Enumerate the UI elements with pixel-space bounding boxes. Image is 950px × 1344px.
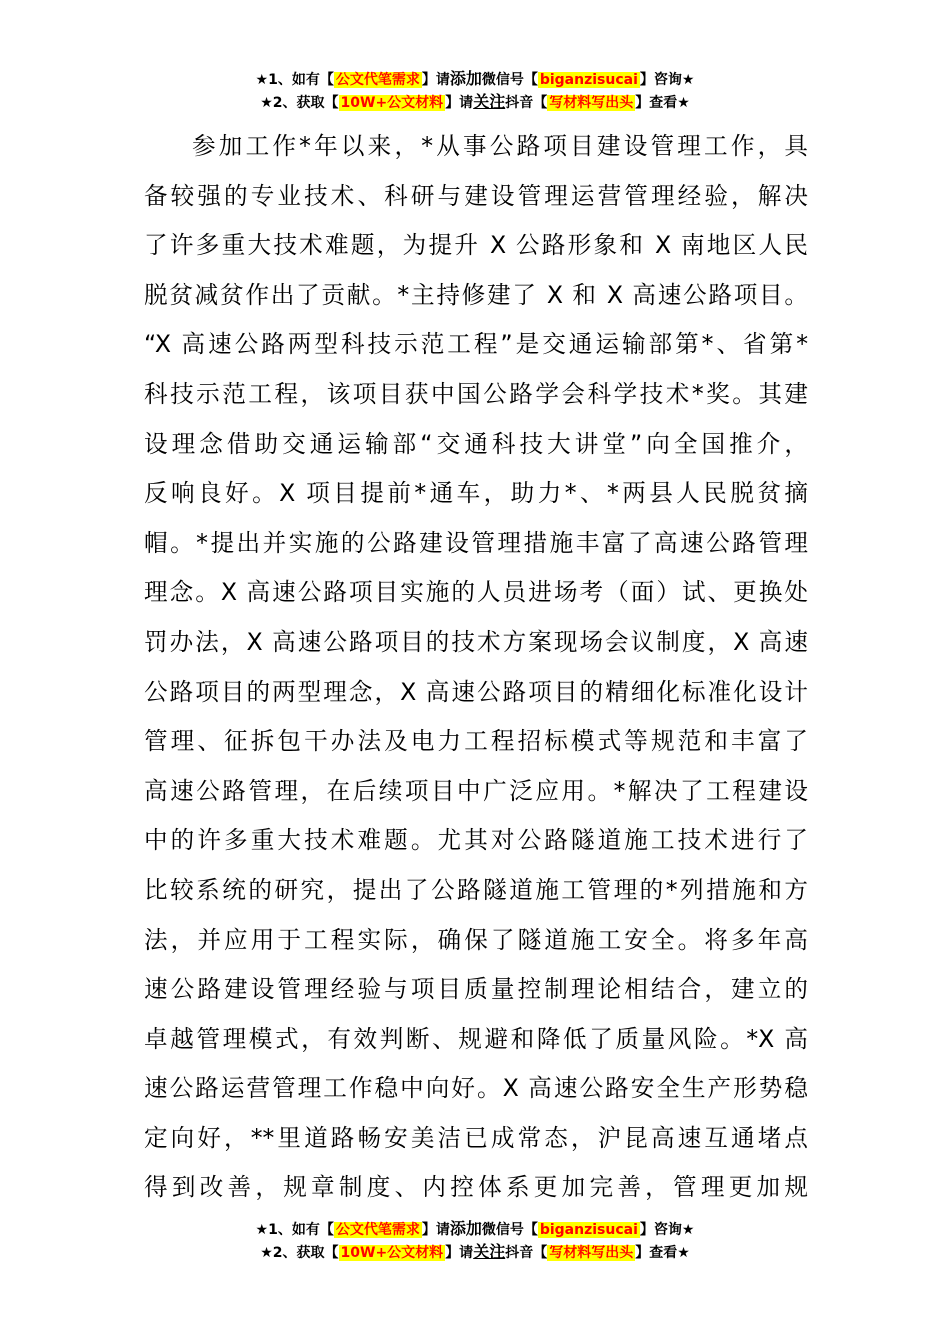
body-line: 设理念借助交通运输部“交通科技大讲堂”向全国推介，: [144, 429, 808, 458]
body-line: 高速公路管理，在后续项目中广泛应用。*解决了工程建设: [144, 776, 808, 805]
banner-text: 】请: [445, 95, 474, 111]
body-line: 速公路建设管理经验与项目质量控制理论相结合，建立的: [144, 975, 808, 1004]
banner-emphasis: 添加: [449, 69, 482, 88]
document-body: [144, 122, 808, 1213]
banner-text: 】查看★: [635, 95, 690, 111]
top-banner: [0, 68, 950, 114]
banner-text: ★2、获取【: [260, 1245, 339, 1261]
banner-text: 微信号【: [481, 72, 538, 88]
banner-emphasis: 添加: [449, 1219, 482, 1238]
banner-text: ★1、如有【: [255, 72, 334, 88]
banner-text: 】查看★: [635, 1245, 690, 1261]
body-line: 定向好，**里道路畅安美洁已成常态，沪昆高速互通堵点: [144, 1123, 808, 1152]
body-line: 参加工作*年以来，*从事公路项目建设管理工作，具: [192, 132, 808, 160]
body-line: 科技示范工程，该项目获中国公路学会科学技术*奖。其建: [144, 379, 808, 408]
body-line: 罚办法，X 高速公路项目的技术方案现场会议制度，X 高速: [144, 627, 808, 656]
banner-text: 抖音【: [505, 1245, 548, 1261]
body-line: 速公路运营管理工作稳中向好。X 高速公路安全生产形势稳: [144, 1074, 808, 1103]
bottom-banner: [0, 1218, 950, 1264]
body-line: 法，并应用于工程实际，确保了隧道施工安全。将多年高: [144, 925, 808, 954]
banner-emphasis: 关注: [473, 92, 506, 111]
body-line: 备较强的专业技术、科研与建设管理运营管理经验，解决: [144, 181, 808, 210]
banner-highlight: biganzisucai: [539, 1222, 638, 1238]
banner-text: ★1、如有【: [255, 1222, 334, 1238]
banner-line-1: [0, 68, 950, 91]
banner-text: 】咨询★: [639, 72, 695, 88]
body-line: 中的许多重大技术难题。尤其对公路隧道施工技术进行了: [144, 826, 808, 855]
body-line: 公路项目的两型理念，X 高速公路项目的精细化标准化设计: [144, 677, 808, 706]
body-line: 卓越管理模式，有效判断、规避和降低了质量风险。*X 高: [144, 1024, 808, 1053]
body-line: 反响良好。X 项目提前*通车，助力*、*两县人民脱贫摘: [144, 479, 808, 508]
banner-text: 抖音【: [505, 95, 548, 111]
banner-highlight: 公文代笔需求: [335, 72, 420, 88]
banner-text: 】请: [445, 1245, 474, 1261]
banner-highlight: 公文代笔需求: [335, 1222, 420, 1238]
banner-text: ★2、获取【: [260, 95, 339, 111]
banner-text: 】请: [421, 1222, 450, 1238]
body-line: 管理、征拆包干办法及电力工程招标模式等规范和丰富了: [144, 727, 808, 756]
banner-highlight: 10W+公文材料: [340, 1245, 444, 1261]
body-line: 比较系统的研究，提出了公路隧道施工管理的*列措施和方: [144, 875, 808, 904]
banner-highlight: 写材料写出头: [549, 95, 634, 111]
banner-highlight: biganzisucai: [539, 72, 638, 88]
banner-highlight: 10W+公文材料: [340, 95, 444, 111]
body-line: 得到改善，规章制度、内控体系更加完善，管理更加规: [144, 1173, 808, 1202]
banner-highlight: 写材料写出头: [549, 1245, 634, 1261]
banner-emphasis: 关注: [473, 1242, 506, 1261]
body-line: 帽。*提出并实施的公路建设管理措施丰富了高速公路管理: [144, 528, 808, 557]
banner-line-2: [0, 91, 950, 114]
banner-text: 】咨询★: [639, 1222, 695, 1238]
body-line: 了许多重大技术难题，为提升 X 公路形象和 X 南地区人民: [144, 231, 808, 260]
banner-text: 】请: [421, 72, 450, 88]
body-line: “X 高速公路两型科技示范工程”是交通运输部第*、省第*: [144, 330, 808, 359]
banner-line-2: [0, 1241, 950, 1264]
body-line: 脱贫减贫作出了贡献。*主持修建了 X 和 X 高速公路项目。: [144, 280, 808, 309]
banner-text: 微信号【: [481, 1222, 538, 1238]
body-line: 理念。X 高速公路项目实施的人员进场考（面）试、更换处: [144, 578, 808, 607]
banner-line-1: [0, 1218, 950, 1241]
